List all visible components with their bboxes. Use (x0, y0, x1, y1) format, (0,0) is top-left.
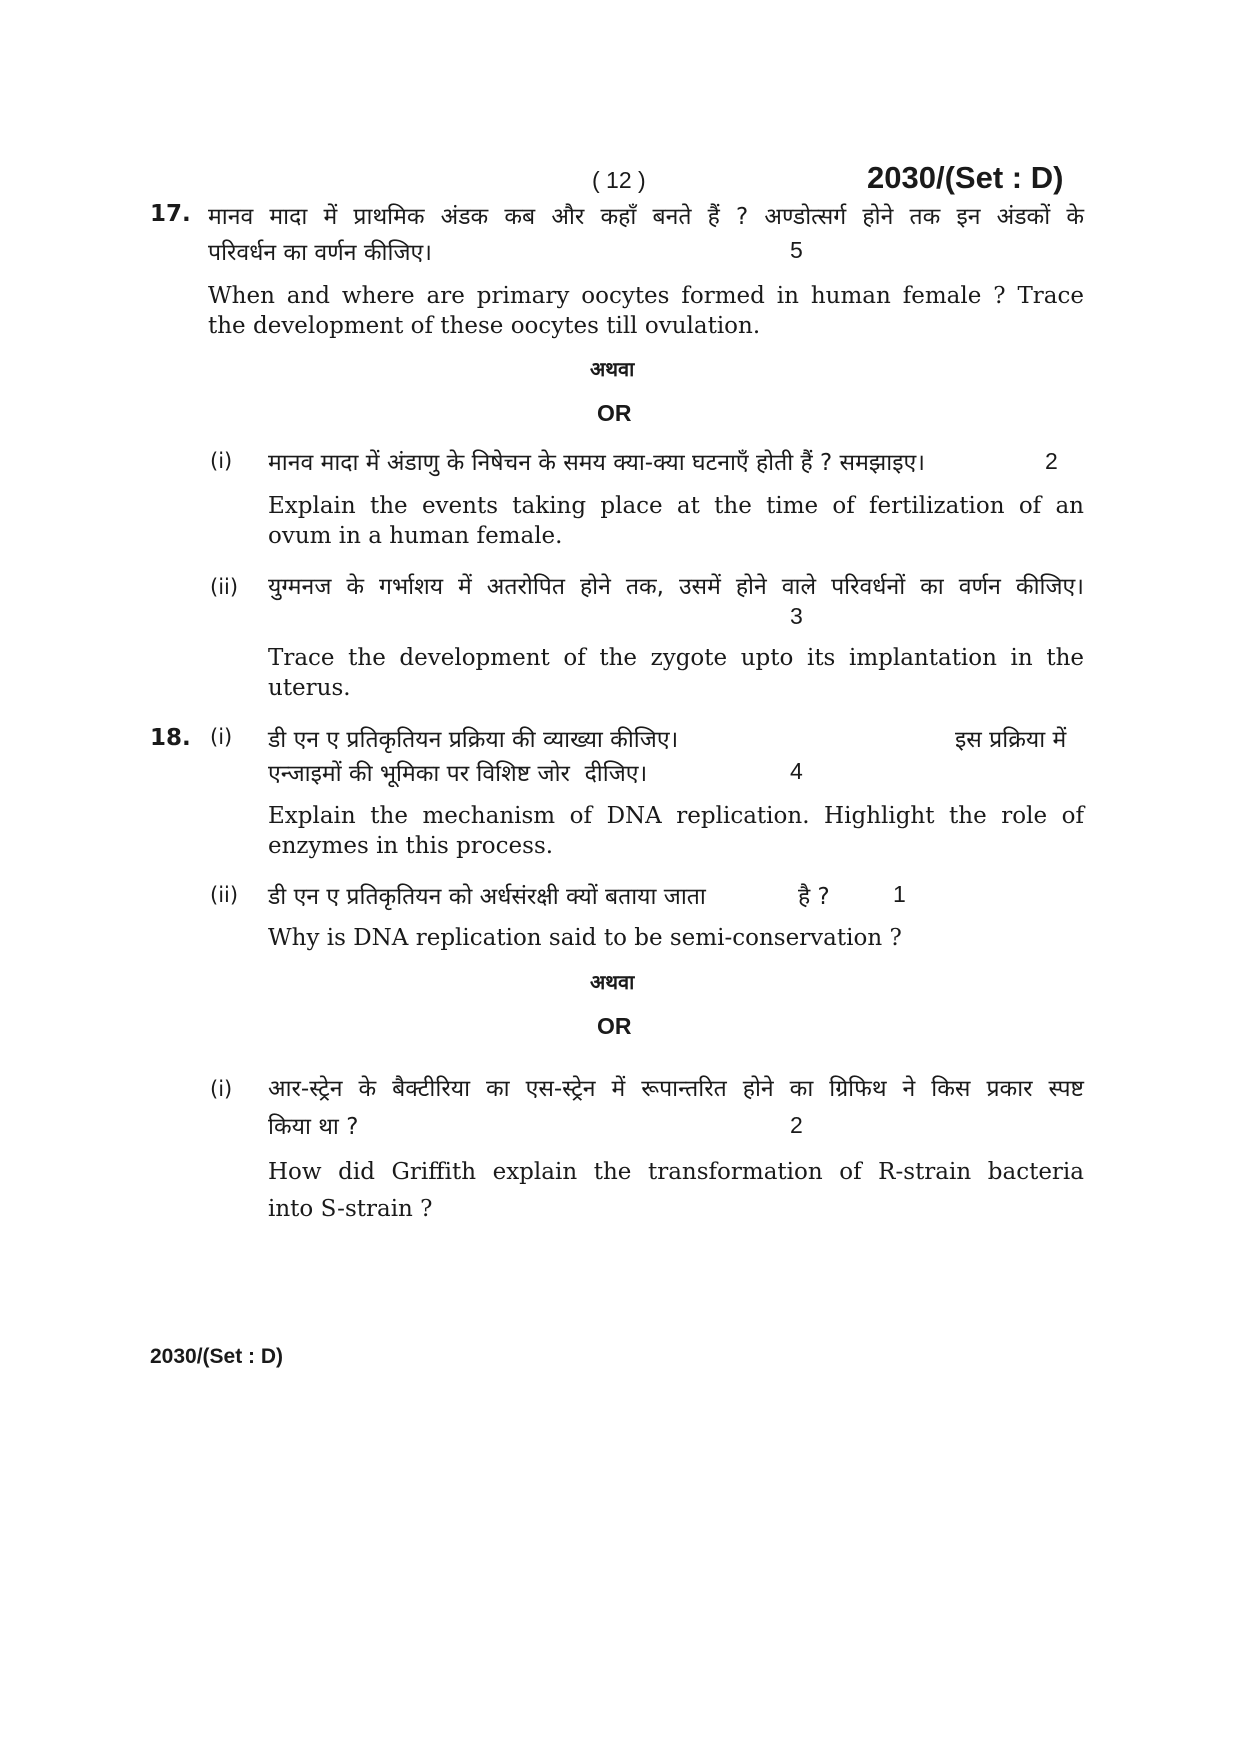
q18-alt-i-english-line1: How did Griffith explain the transformation of R-strain bacteria (268, 1159, 1084, 1185)
q18-i-hindi-line1-right: इस प्रक्रिया में (955, 727, 1067, 753)
q18-ii-english: Why is DNA replication said to be semi-conservation ? (268, 925, 902, 951)
q17-i-marks: 2 (1045, 448, 1058, 474)
q17-or-hindi: अथवा (590, 357, 635, 381)
q17-hindi-line1: मानव मादा में प्राथमिक अंडक कब और कहाँ बनते हैं ? अण्डोत्सर्ग होने तक इन अंडकों के (208, 204, 1084, 230)
q18-i-english-line1: Explain the mechanism of DNA replication. Highlight the role of (268, 803, 1084, 829)
q18-alt-i-english-line2: into S-strain ? (268, 1196, 433, 1222)
q17-ii-label: (ii) (210, 575, 239, 599)
q18-i-marks: 4 (790, 758, 803, 784)
q17-hindi-line2: परिवर्धन का वर्णन कीजिए। (208, 240, 432, 266)
q17-english-line2: the development of these oocytes till ovulation. (208, 313, 761, 339)
q17-ii-hindi: युग्मनज के गर्भाशय में अतरोपित होने तक, उसमें होने वाले परिवर्धनों का वर्णन कीजिए। (268, 574, 1084, 600)
q17-ii-english-line2: uterus. (268, 675, 351, 701)
page-number: ( 12 ) (592, 167, 646, 193)
q17-marks: 5 (790, 237, 803, 263)
question-number-18: 18. (150, 725, 191, 751)
q18-ii-hindi: डी एन ए प्रतिकृतियन को अर्धसंरक्षी क्यों बताया जाता (268, 884, 706, 910)
q18-ii-marks: 1 (893, 881, 906, 907)
q17-english-line1: When and where are primary oocytes formed in human female ? Trace (208, 283, 1084, 309)
set-code-footer: 2030/(Set : D) (150, 1345, 284, 1368)
q18-alt-i-label: (i) (210, 1077, 233, 1101)
q18-alt-i-marks: 2 (790, 1112, 803, 1138)
q17-or-english: OR (597, 400, 632, 426)
set-code-header: 2030/(Set : D) (867, 160, 1064, 195)
q18-i-hindi-line1-left: डी एन ए प्रतिकृतियन प्रक्रिया की व्याख्या कीजिए। (268, 727, 679, 753)
question-number-17: 17. (150, 201, 191, 227)
q18-ii-hindi-tail: है ? (798, 884, 830, 910)
q17-ii-english-line1: Trace the development of the zygote upto its implantation in the (268, 645, 1084, 671)
q18-alt-i-hindi-line1: आर-स्ट्रेन के बैक्टीरिया का एस-स्ट्रेन में रूपान्तरित होने का ग्रिफिथ ने किस प्रकार स्पष्ट (268, 1076, 1084, 1102)
q17-i-hindi: मानव मादा में अंडाणु के निषेचन के समय क्या-क्या घटनाएँ होती हैं ? समझाइए। (268, 450, 925, 476)
q18-or-hindi: अथवा (590, 970, 635, 994)
q18-ii-label: (ii) (210, 883, 239, 907)
q18-or-english: OR (597, 1013, 632, 1039)
q18-i-english-line2: enzymes in this process. (268, 833, 554, 859)
q18-i-label: (i) (210, 725, 233, 749)
q17-i-english-line1: Explain the events taking place at the time of fertilization of an (268, 493, 1084, 519)
q17-ii-marks: 3 (790, 603, 803, 629)
q18-alt-i-hindi-line2: किया था ? (268, 1114, 359, 1140)
q18-i-hindi-line2: एन्जाइमों की भूमिका पर विशिष्ट जोर दीजिए। (268, 761, 648, 787)
q17-i-label: (i) (210, 449, 233, 473)
q17-i-english-line2: ovum in a human female. (268, 523, 563, 549)
